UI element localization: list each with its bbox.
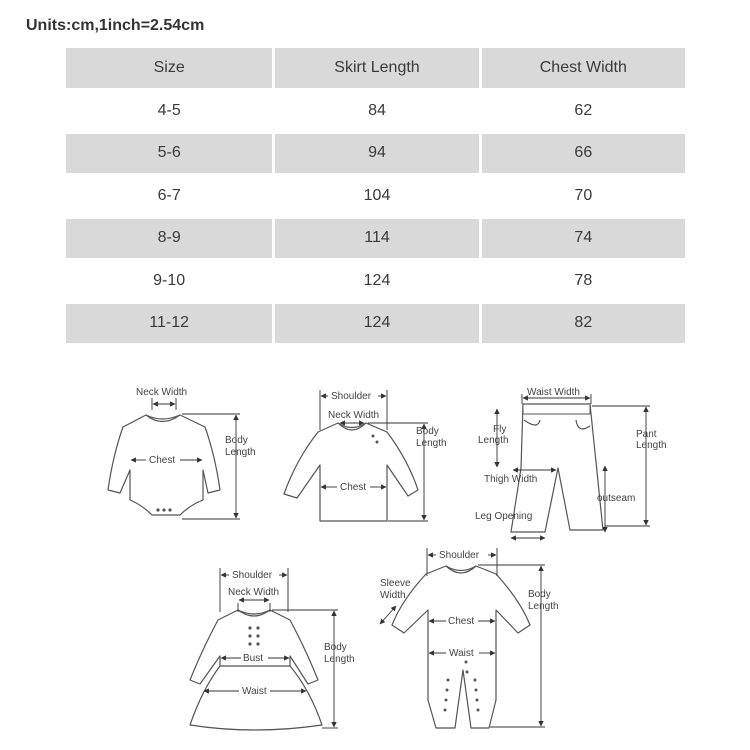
table-row <box>66 304 685 347</box>
chest-label: Chest <box>149 455 176 466</box>
waist-width-label: Waist Width <box>527 387 580 398</box>
fly-length-label: Length <box>478 435 509 446</box>
tshirt-outline <box>284 423 418 521</box>
header-skirt-length: Skirt Length <box>272 48 478 91</box>
cell-skirt-length: 124 <box>272 261 478 304</box>
romper-diagram <box>380 548 559 728</box>
romper-outline <box>392 566 530 728</box>
cell-skirt-length: 84 <box>272 91 478 134</box>
header-chest-width: Chest Width <box>479 48 685 91</box>
table-row <box>66 176 685 219</box>
body-length-label: Body <box>528 589 551 600</box>
table-row <box>66 219 685 262</box>
fly-length-label: Fly <box>493 424 507 435</box>
thigh-width-label: Thigh Width <box>484 474 538 485</box>
cell-chest-width: 82 <box>479 304 685 347</box>
table-row <box>66 134 685 177</box>
table-row <box>66 91 685 134</box>
sleeve-width-label: Width <box>380 590 406 601</box>
cell-skirt-length: 114 <box>272 219 478 262</box>
bust-label: Bust <box>243 653 264 664</box>
tshirt-diagram <box>284 390 447 521</box>
waist-label: Waist <box>242 686 267 697</box>
leg-opening-label: Leg Opening <box>475 511 533 522</box>
pants-diagram <box>475 387 667 538</box>
pant-length-label: Pant <box>636 429 657 440</box>
cell-size: 5-6 <box>66 134 272 177</box>
cell-skirt-length: 124 <box>272 304 478 347</box>
cell-size: 6-7 <box>66 176 272 219</box>
cell-chest-width: 74 <box>479 219 685 262</box>
neck-width-label: Neck Width <box>328 410 380 421</box>
cell-chest-width: 62 <box>479 91 685 134</box>
body-length-label: Length <box>324 654 355 665</box>
body-length-label: Length <box>416 438 447 449</box>
chest-label: Chest <box>340 482 367 493</box>
cell-skirt-length: 94 <box>272 134 478 177</box>
body-length-label: Length <box>528 601 559 612</box>
dress-outline <box>190 610 322 730</box>
bodysuit-diagram <box>108 387 256 519</box>
shoulder-label: Shoulder <box>232 570 273 581</box>
cell-size: 11-12 <box>66 304 272 347</box>
sleeve-width-label: Sleeve <box>380 578 411 589</box>
cell-skirt-length: 104 <box>272 176 478 219</box>
outseam-label: outseam <box>597 493 636 504</box>
cell-size: 9-10 <box>66 261 272 304</box>
body-length-label: Length <box>225 447 256 458</box>
chest-label: Chest <box>448 616 475 627</box>
table-row <box>66 261 685 304</box>
header-size: Size <box>66 48 272 91</box>
measurement-diagrams <box>0 370 750 750</box>
body-length-label: Body <box>324 642 347 653</box>
units-note: Units:cm,1inch=2.54cm <box>26 17 205 34</box>
dress-diagram <box>190 568 355 730</box>
shoulder-label: Shoulder <box>439 550 480 561</box>
neck-width-label: Neck Width <box>228 587 280 598</box>
cell-chest-width: 66 <box>479 134 685 177</box>
body-length-label: Body <box>416 426 439 437</box>
size-chart-table <box>66 48 685 346</box>
cell-size: 8-9 <box>66 219 272 262</box>
waist-label: Waist <box>449 648 474 659</box>
pant-length-label: Length <box>636 440 667 451</box>
table-header-row <box>66 48 685 91</box>
cell-size: 4-5 <box>66 91 272 134</box>
cell-chest-width: 78 <box>479 261 685 304</box>
cell-chest-width: 70 <box>479 176 685 219</box>
neck-width-label: Neck Width <box>136 387 188 398</box>
shoulder-label: Shoulder <box>331 391 372 402</box>
body-length-label: Body <box>225 435 248 446</box>
